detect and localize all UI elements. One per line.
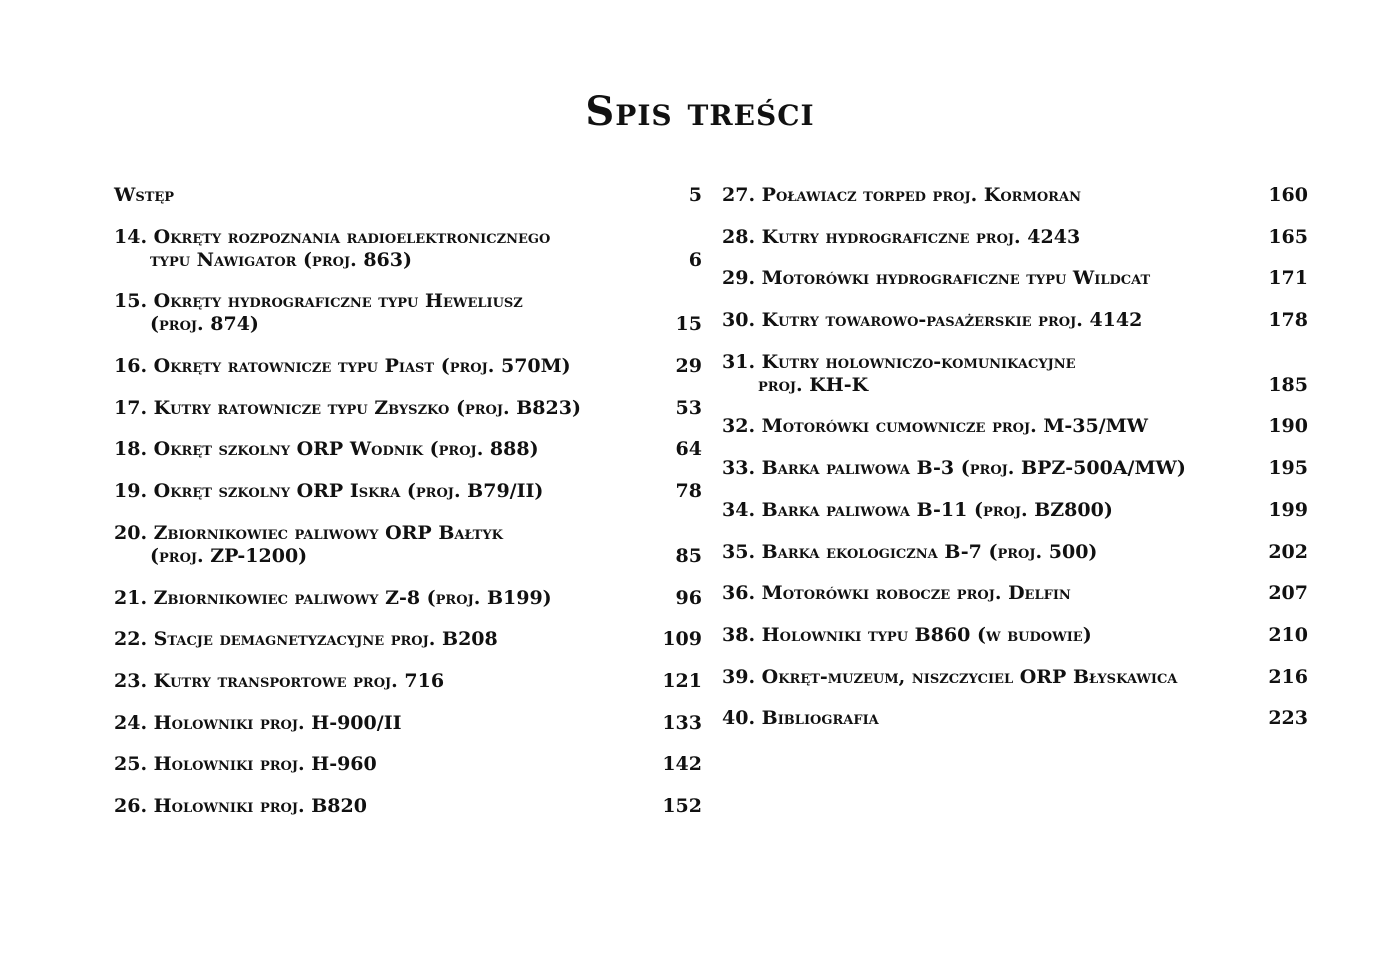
toc-entry-title: Wstęp bbox=[114, 184, 175, 206]
toc-entry bbox=[114, 480, 702, 503]
toc-entry bbox=[114, 795, 702, 818]
toc-entry-page: 78 bbox=[675, 480, 702, 503]
toc-entry-page: 207 bbox=[1268, 582, 1308, 605]
toc-entry bbox=[722, 457, 1308, 480]
toc-entry-page: 64 bbox=[675, 438, 702, 461]
toc-entry bbox=[722, 499, 1308, 522]
toc-entry-page: 29 bbox=[675, 355, 702, 378]
toc-entry-title: 20. Zbiornikowiec paliwowy ORP Bałtyk bbox=[114, 521, 503, 544]
toc-entry bbox=[722, 582, 1308, 605]
toc-entry bbox=[114, 670, 702, 693]
toc-entry bbox=[114, 712, 702, 735]
toc-entry bbox=[114, 355, 702, 378]
toc-entry-page: 178 bbox=[1268, 309, 1308, 332]
toc-entry bbox=[722, 226, 1308, 249]
toc-entry-page: 142 bbox=[662, 753, 702, 776]
toc-entry bbox=[114, 184, 702, 207]
toc-entry-page: 195 bbox=[1268, 457, 1308, 480]
toc-entry bbox=[722, 666, 1308, 689]
toc-entry bbox=[114, 587, 702, 610]
page-title: Spis treści bbox=[585, 88, 815, 135]
toc-entry-title: 34. Barka paliwowa B-11 (proj. BZ800) bbox=[722, 498, 1113, 521]
toc-entry-page: 223 bbox=[1268, 707, 1308, 730]
toc-entry-title: 32. Motorówki cumownicze proj. M-35/MW bbox=[722, 415, 1149, 438]
toc-entry-page: 165 bbox=[1268, 225, 1308, 248]
toc-entry-title: 16. Okręty ratownicze typu Piast (proj. 570M) bbox=[114, 355, 571, 378]
toc-entry-title: 40. Bibliografia bbox=[722, 707, 879, 730]
toc-right-column bbox=[722, 184, 1308, 749]
toc-entry-title-continued: typu Nawigator (proj. 863) bbox=[150, 248, 412, 271]
toc-left-column bbox=[114, 184, 702, 837]
toc-entry-page: 152 bbox=[662, 794, 702, 817]
toc-entry bbox=[114, 753, 702, 776]
toc-entry bbox=[114, 522, 702, 568]
toc-entry-title: 22. Stacje demagnetyzacyjne proj. B208 bbox=[114, 628, 498, 651]
toc-entry bbox=[722, 624, 1308, 647]
toc-entry-page: 6 bbox=[688, 248, 702, 271]
toc-entry-title: 19. Okręt szkolny ORP Iskra (proj. B79/II) bbox=[114, 480, 544, 503]
toc-entry-title: 29. Motorówki hydrograficzne typu Wildcat bbox=[722, 267, 1151, 290]
toc-entry bbox=[722, 267, 1308, 290]
toc-entry-title: 21. Zbiornikowiec paliwowy Z-8 (proj. B199) bbox=[114, 586, 552, 609]
toc-entry-page: 15 bbox=[675, 313, 702, 336]
toc-entry-title: 30. Kutry towarowo-pasażerskie proj. 4142 bbox=[722, 309, 1143, 332]
toc-entry-title-continued: (proj. ZP-1200) bbox=[150, 544, 308, 567]
toc-entry-page: 185 bbox=[1268, 373, 1308, 396]
toc-entry bbox=[722, 415, 1308, 438]
toc-entry bbox=[114, 290, 702, 336]
toc-entry-title: 31. Kutry holowniczo-komunikacyjne bbox=[722, 350, 1076, 373]
toc-entry-page: 210 bbox=[1268, 623, 1308, 646]
toc-entry-title: 39. Okręt-muzeum, niszczyciel ORP Błyskawica bbox=[722, 665, 1178, 688]
toc-entry-title: 23. Kutry transportowe proj. 716 bbox=[114, 669, 445, 692]
toc-entry-page: 190 bbox=[1268, 415, 1308, 438]
toc-entry-title: 15. Okręty hydrograficzne typu Heweliusz bbox=[114, 290, 523, 313]
toc-entry-title: 14. Okręty rozpoznania radioelektronicznego bbox=[114, 225, 551, 248]
toc-entry-page: 85 bbox=[675, 544, 702, 567]
toc-entry bbox=[114, 226, 702, 272]
toc-entry-title: 38. Holowniki typu B860 (w budowie) bbox=[722, 623, 1092, 646]
toc-entry-page: 53 bbox=[675, 396, 702, 419]
toc-entry-title: 33. Barka paliwowa B-3 (proj. BPZ-500A/MW) bbox=[722, 457, 1186, 480]
toc-entry-page: 202 bbox=[1268, 540, 1308, 563]
toc-entry-page: 171 bbox=[1268, 267, 1308, 290]
toc-entry-title-continued: proj. KH-K bbox=[758, 373, 869, 396]
toc-entry-page: 199 bbox=[1268, 498, 1308, 521]
toc-entry-page: 96 bbox=[675, 586, 702, 609]
toc-entry-page: 133 bbox=[662, 711, 702, 734]
toc-entry-page: 121 bbox=[662, 669, 702, 692]
toc-entry-title: 25. Holowniki proj. H-960 bbox=[114, 753, 377, 776]
toc-entry bbox=[722, 541, 1308, 564]
toc-entry bbox=[722, 184, 1308, 207]
toc-entry bbox=[114, 628, 702, 651]
toc-entry bbox=[722, 707, 1308, 730]
toc-entry-title: 27. Poławiacz torped proj. Kormoran bbox=[722, 184, 1081, 206]
toc-entry-title: 17. Kutry ratownicze typu Zbyszko (proj. B823) bbox=[114, 396, 581, 419]
toc-entry bbox=[114, 397, 702, 420]
toc-entry-page: 216 bbox=[1268, 665, 1308, 688]
toc-entry-page: 109 bbox=[662, 628, 702, 651]
toc-entry-page: 160 bbox=[1268, 184, 1308, 206]
toc-entry-title: 36. Motorówki robocze proj. Delfin bbox=[722, 582, 1071, 605]
toc-entry-title: 18. Okręt szkolny ORP Wodnik (proj. 888) bbox=[114, 438, 539, 461]
toc-entry bbox=[722, 351, 1308, 397]
toc-entry-page: 5 bbox=[688, 184, 702, 206]
toc-entry-title: 24. Holowniki proj. H-900/II bbox=[114, 711, 402, 734]
toc-entry-title: 28. Kutry hydrograficzne proj. 4243 bbox=[722, 225, 1081, 248]
toc-entry bbox=[114, 438, 702, 461]
toc-entry-title: 35. Barka ekologiczna B-7 (proj. 500) bbox=[722, 540, 1098, 563]
toc-entry-title-continued: (proj. 874) bbox=[150, 313, 259, 336]
toc-entry bbox=[722, 309, 1308, 332]
toc-entry-title: 26. Holowniki proj. B820 bbox=[114, 794, 367, 817]
